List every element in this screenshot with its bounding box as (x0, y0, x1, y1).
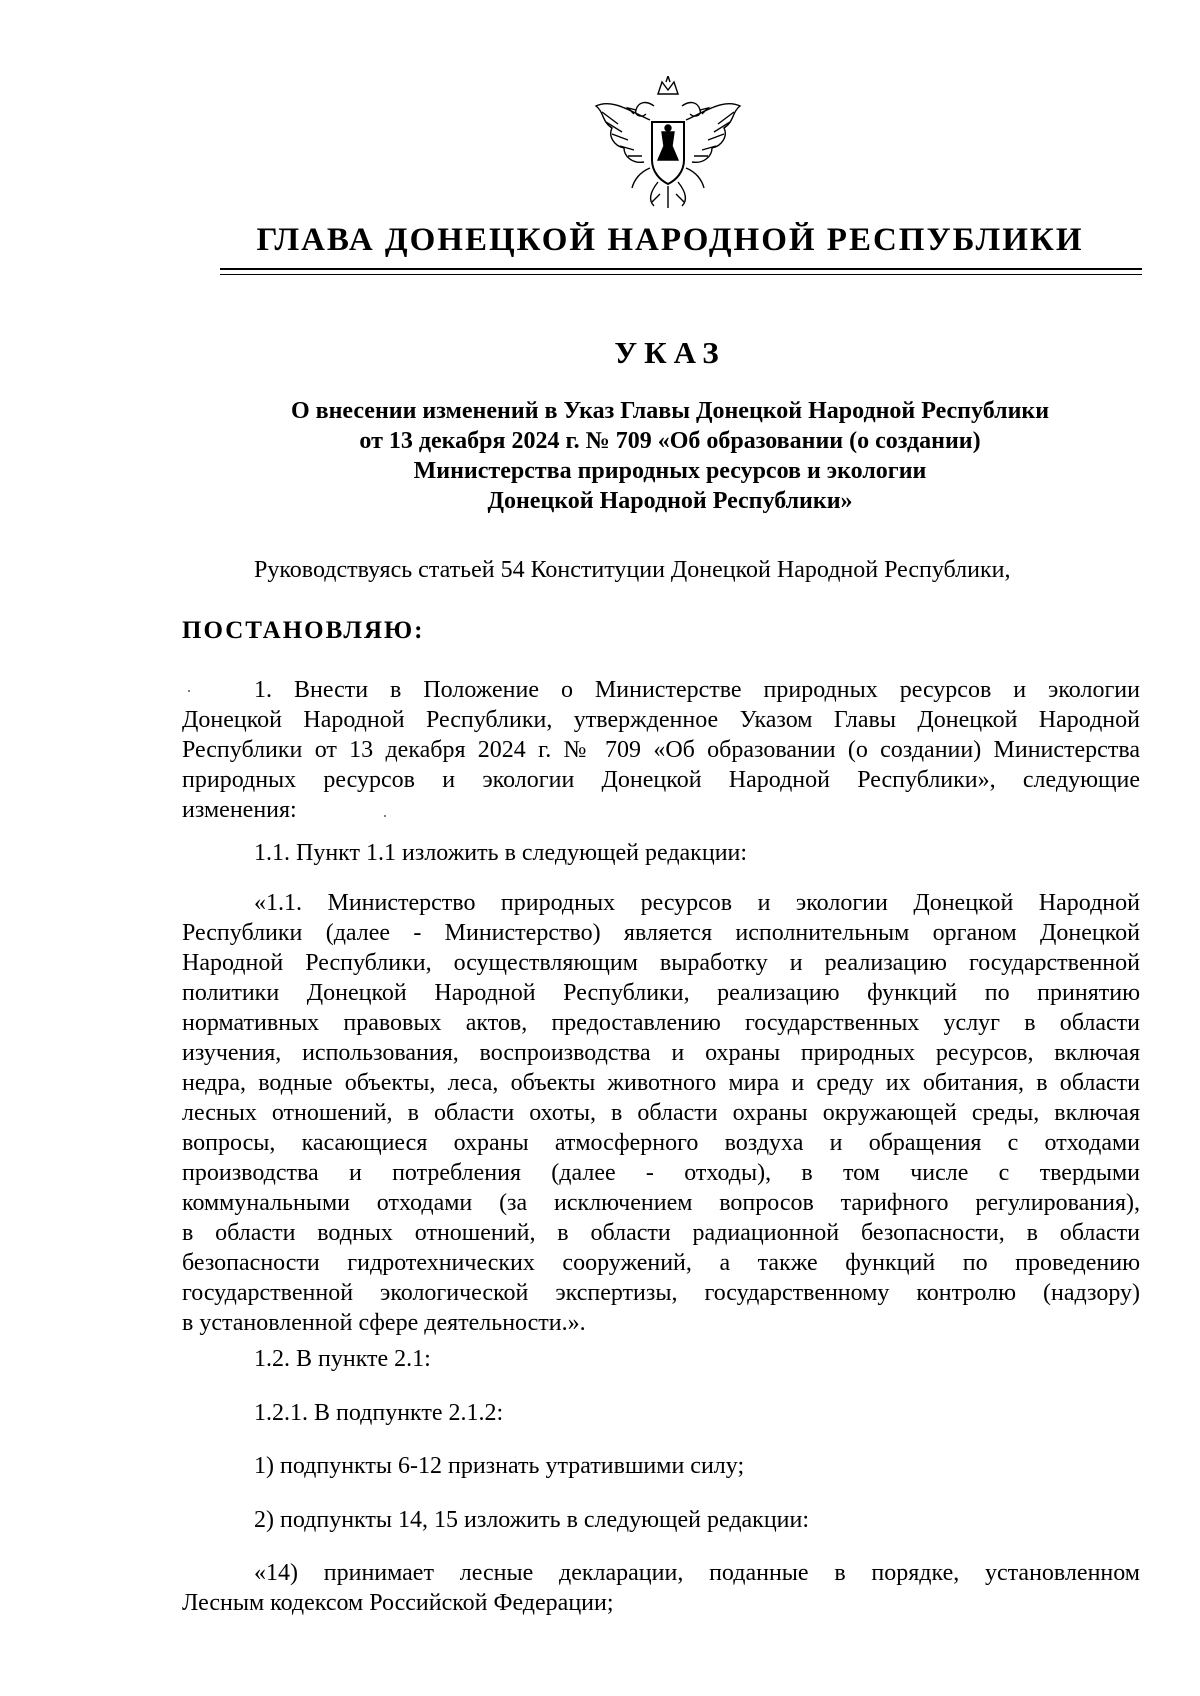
scan-speck (188, 690, 190, 692)
item-1-2-text: 1.2. В пункте 2.1: (254, 1346, 431, 1372)
title-line: О внесении изменений в Указ Главы Донецкой Народной Республики (290, 398, 1050, 424)
header-rule-thin (220, 274, 1142, 275)
coat-of-arms-icon (588, 76, 748, 216)
quote-line: Народной Республики, осуществляющим выработку и реализацию государственной (182, 950, 1140, 976)
quote-line: изучения, использования, воспроизводства и охраны природных ресурсов, включая (182, 1040, 1140, 1066)
quote-14-line: «14) принимает лесные декларации, поданные в порядке, установленном (254, 1560, 1140, 1586)
quote-line: нормативных правовых актов, предоставлению государственных услуг в области (182, 1010, 1140, 1036)
subitem-1 (182, 1451, 1140, 1481)
item-1-line: Республики от 13 декабря 2024 г. № 709 «Об образовании (о создании) Министерства (182, 737, 1140, 763)
preamble (182, 555, 1140, 585)
item-1 (182, 675, 1140, 825)
item-1-line: изменения: (182, 797, 297, 823)
item-1-1-text: 1.1. Пункт 1.1 изложить в следующей редакции: (254, 840, 748, 866)
quote-line: политики Донецкой Народной Республики, реализацию функций по принятию (182, 980, 1140, 1006)
quote-line: лесных отношений, в области охоты, в области охраны окружающей среды, включая (182, 1100, 1140, 1126)
quote-line: «1.1. Министерство природных ресурсов и экологии Донецкой Народной (254, 890, 1140, 916)
quote-line: в области водных отношений, в области радиационной безопасности, в области (182, 1220, 1140, 1246)
item-1-2-1 (182, 1398, 1140, 1428)
quote-1-1 (182, 888, 1140, 1338)
quote-line: государственной экологической экспертизы, государственному контролю (надзору) (182, 1280, 1140, 1306)
document-title (190, 396, 1150, 516)
item-1-line: 1. Внести в Положение о Министерстве природных ресурсов и экологии (254, 677, 1140, 703)
item-1-line: природных ресурсов и экологии Донецкой Народной Республики», следующие (182, 767, 1140, 793)
quote-line: в установленной сфере деятельности.». (182, 1310, 586, 1336)
quote-14 (182, 1558, 1140, 1618)
scan-speck (384, 815, 386, 817)
title-line: Донецкой Народной Республики» (487, 488, 853, 514)
quote-line: Республики (далее - Министерство) является исполнительным органом Донецкой (182, 920, 1140, 946)
item-1-2-1-text: 1.2.1. В подпункте 2.1.2: (254, 1400, 504, 1426)
quote-line: вопросы, касающиеся охраны атмосферного воздуха и обращения с отходами (182, 1130, 1140, 1156)
header-rule-thick (220, 268, 1142, 270)
quote-14-line: Лесным кодексом Российской Федерации; (182, 1590, 614, 1616)
title-line: Министерства природных ресурсов и экологии (413, 458, 927, 484)
quote-line: коммунальными отходами (за исключением вопросов тарифного регулирования), (182, 1190, 1140, 1216)
subitem-2 (182, 1505, 1140, 1535)
quote-line: недра, водные объекты, леса, объекты животного мира и среду их обитания, в области (182, 1070, 1140, 1096)
quote-line: безопасности гидротехнических сооружений, а также функций по проведению (182, 1250, 1140, 1276)
document-type-heading: УКАЗ (614, 335, 726, 370)
decree-word: ПОСТАНОВЛЯЮ: (182, 617, 425, 644)
title-line: от 13 декабря 2024 г. № 709 «Об образовании (о создании) (359, 428, 981, 454)
subitem-2-text: 2) подпункты 14, 15 изложить в следующей редакции: (254, 1507, 810, 1533)
preamble-text: Руководствуясь статьей 54 Конституции Донецкой Народной Республики, (254, 557, 1011, 583)
item-1-line: Донецкой Народной Республики, утвержденное Указом Главы Донецкой Народной (182, 707, 1140, 733)
item-1-1 (182, 838, 1140, 868)
subitem-1-text: 1) подпункты 6-12 признать утратившими силу; (254, 1453, 745, 1479)
item-1-2 (182, 1344, 1140, 1374)
issuing-authority-heading: ГЛАВА ДОНЕЦКОЙ НАРОДНОЙ РЕСПУБЛИКИ (256, 222, 1084, 258)
quote-line: производства и потребления (далее - отходы), в том числе с твердыми (182, 1160, 1140, 1186)
